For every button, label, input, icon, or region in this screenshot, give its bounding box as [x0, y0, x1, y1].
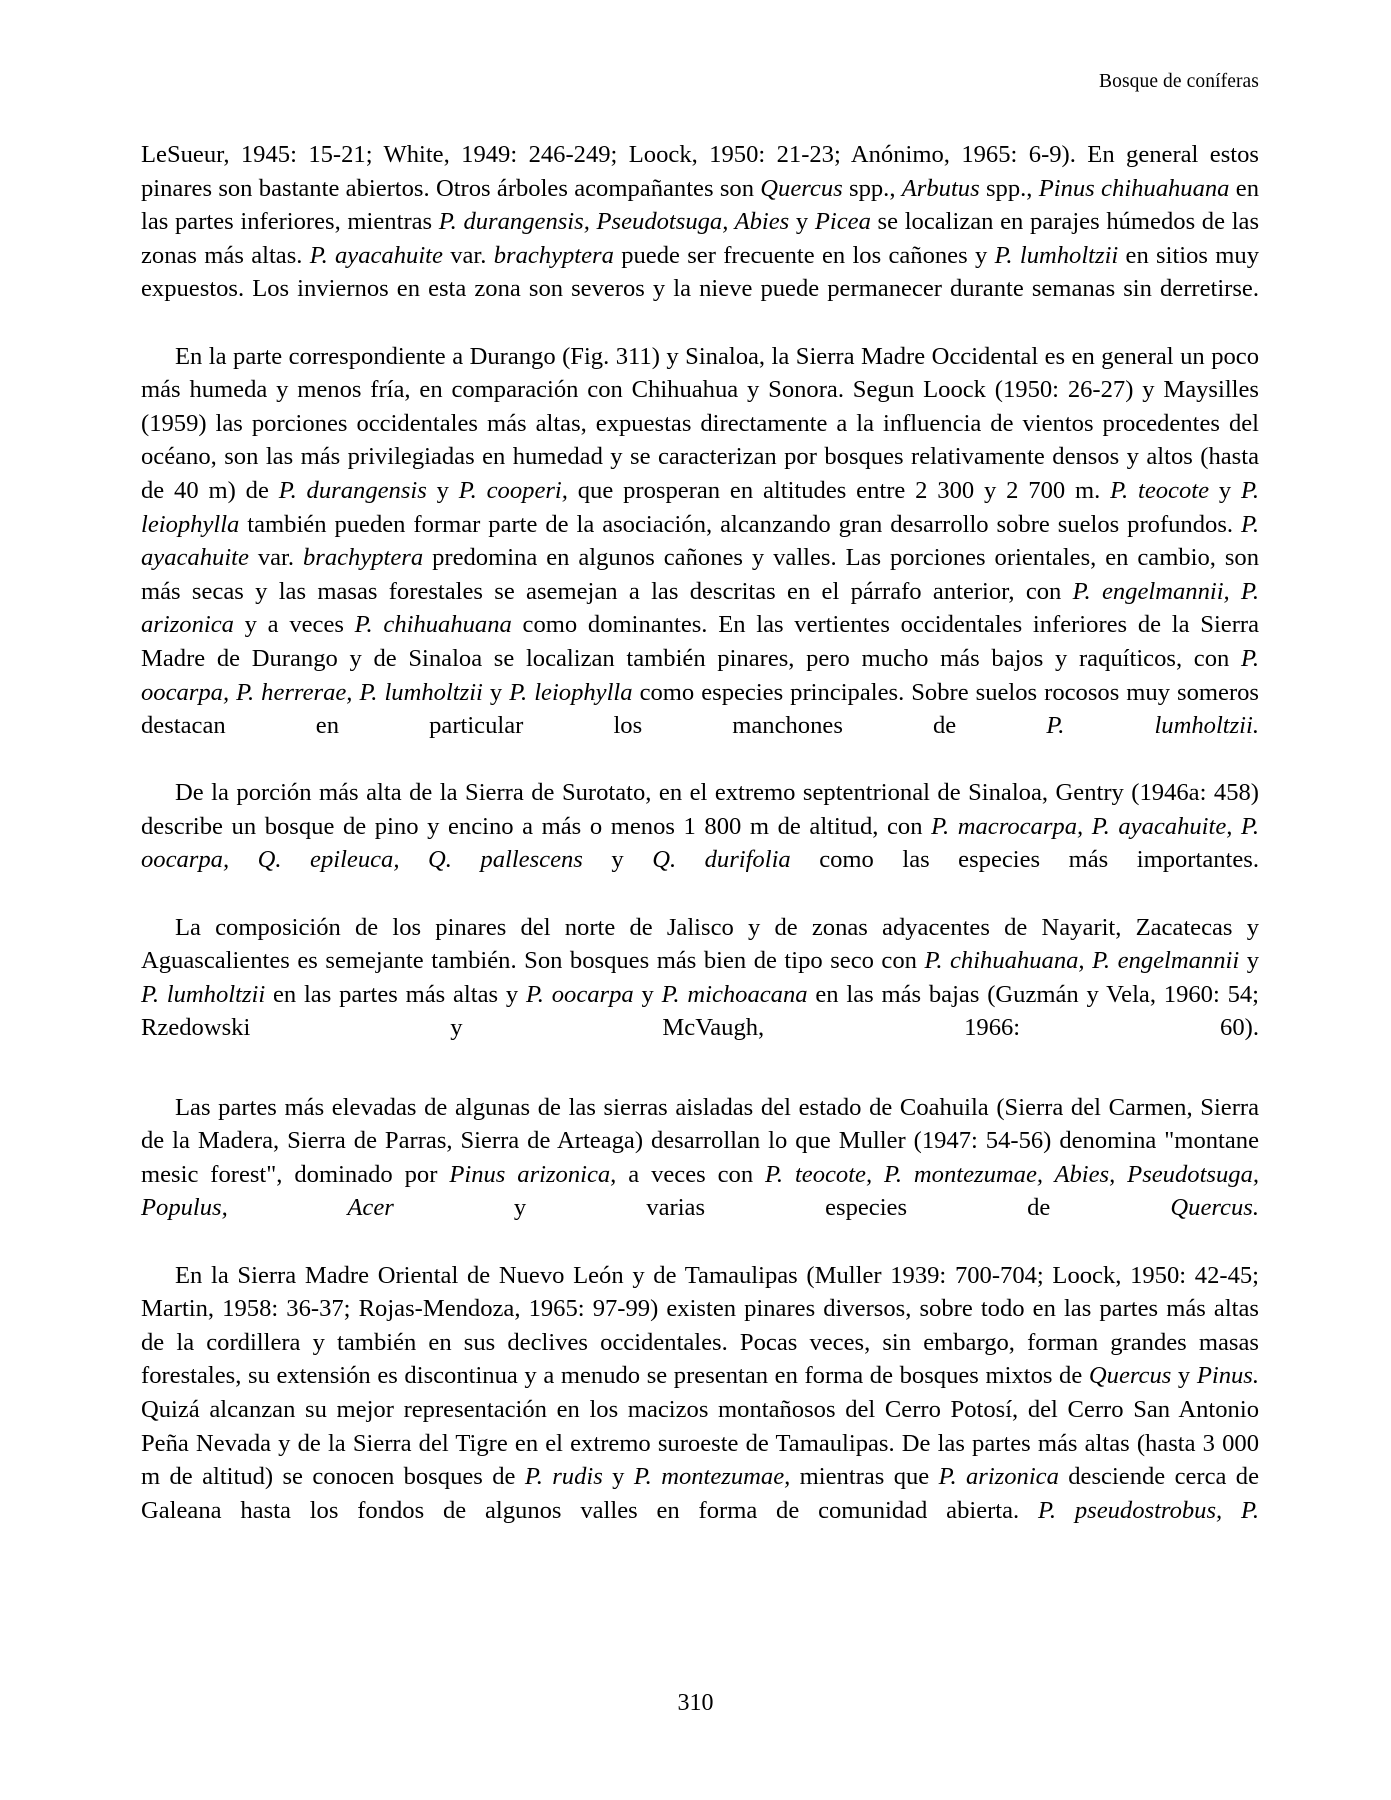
running-head: Bosque de coníferas	[1098, 71, 1259, 92]
paragraph: LeSueur, 1945: 15-21; White, 1949: 246-249; Loock, 1950: 21-23; Anónimo, 1965: 6-9). En general estos pinares son bastante abiertos. Otros árboles acompañantes son Quercus spp., Arbutus spp., Pinus chihuahuana en las partes inferiores, mientras P. durangensis, Pseudotsuga, Abies y Picea se localizan en parajes húmedos de las zonas más altas. P. ayacahuite var. brachyptera puede ser frecuente en los cañones y P. lumholtzii en sitios muy expuestos. Los inviernos en esta zona son severos y la nieve puede permanecer durante semanas sin derretirse.	[141, 141, 1260, 303]
paragraph: En la Sierra Madre Oriental de Nuevo León y de Tamaulipas (Muller 1939: 700-704; Loock, 1950: 42-45; Martin, 1958: 36-37; Rojas-Mendoza, 1965: 97-99) existen pinares diversos, sobre todo en las partes más altas de la cordillera y también en sus declives occidentales. Pocas veces, sin embargo, forman grandes masas forestales, su extensión es discontinua y a menudo se presentan en forma de bosques mixtos de Quercus y Pinus. Quizá alcanzan su mejor representación en los macizos montañosos del Cerro Potosí, del Cerro San Antonio Peña Nevada y de la Sierra del Tigre en el extremo suroeste de Tamaulipas. De las partes más altas (hasta 3 000 m de altitud) se conocen bosques de P. rudis y P. montezumae, mientras que P. arizonica desciende cerca de Galeana hasta los fondos de algunos valles en forma de comunidad abierta. P. pseudostrobus, P.	[141, 1261, 1260, 1524]
paragraph: La composición de los pinares del norte de Jalisco y de zonas adyacentes de Nayarit, Zacatecas y Aguascalientes es semejante también. Son bosques más bien de tipo seco con P. chihuahuana, P. engelmannii y P. lumholtzii en las partes más altas y P. oocarpa y P. michoacana en las más bajas (Guzmán y Vela, 1960: 54; Rzedowski y McVaugh, 1966: 60).	[141, 913, 1260, 1042]
page-number: 310	[677, 1690, 714, 1716]
paragraph: De la porción más alta de la Sierra de Surotato, en el extremo septentrional de Sinaloa, Gentry (1946a: 458) describe un bosque de pino y encino a más o menos 1 800 m de altitud, con P. macrocarpa, P. ayacahuite, P. oocarpa, Q. epileuca, Q. pallescens y Q. durifolia como las especies más importantes.	[141, 779, 1260, 874]
paragraph: En la parte correspondiente a Durango (Fig. 311) y Sinaloa, la Sierra Madre Occidental es en general un poco más humeda y menos fría, en comparación con Chihuahua y Sonora. Segun Loock (1950: 26-27) y Maysilles (1959) las porciones occidentales más altas, expuestas directamente a la influencia de vientos procedentes del océano, son las más privilegiadas en humedad y se caracterizan por bosques relativamente densos y altos (hasta de 40 m) de P. durangensis y P. cooperi, que prosperan en altitudes entre 2 300 y 2 700 m. P. teocote y P. leiophylla también pueden formar parte de la asociación, alcanzando gran desarrollo sobre suelos profundos. P. ayacahuite var. brachyptera predomina en algunos cañones y valles. Las porciones orientales, en cambio, son más secas y las masas forestales se asemejan a las descritas en el párrafo anterior, con P. engelmannii, P. arizonica y a veces P. chihuahuana como dominantes. En las vertientes occidentales inferiores de la Sierra Madre de Durango y de Sinaloa se localizan también pinares, pero mucho más bajos y raquíticos, con P. oocarpa, P. herrerae, P. lumholtzii y P. leiophylla como especies principales. Sobre suelos rocosos muy someros destacan en particular los manchones de P. lumholtzii.	[141, 342, 1260, 740]
paragraph: Las partes más elevadas de algunas de las sierras aisladas del estado de Coahuila (Sierra del Carmen, Sierra de la Madera, Sierra de Parras, Sierra de Arteaga) desarrollan lo que Muller (1947: 54-56) denomina "montane mesic forest", dominado por Pinus arizonica, a veces con P. teocote, P. montezumae, Abies, Pseudotsuga, Populus, Acer y varias especies de Quercus.	[141, 1093, 1260, 1222]
body-text-column	[141, 138, 1259, 1561]
